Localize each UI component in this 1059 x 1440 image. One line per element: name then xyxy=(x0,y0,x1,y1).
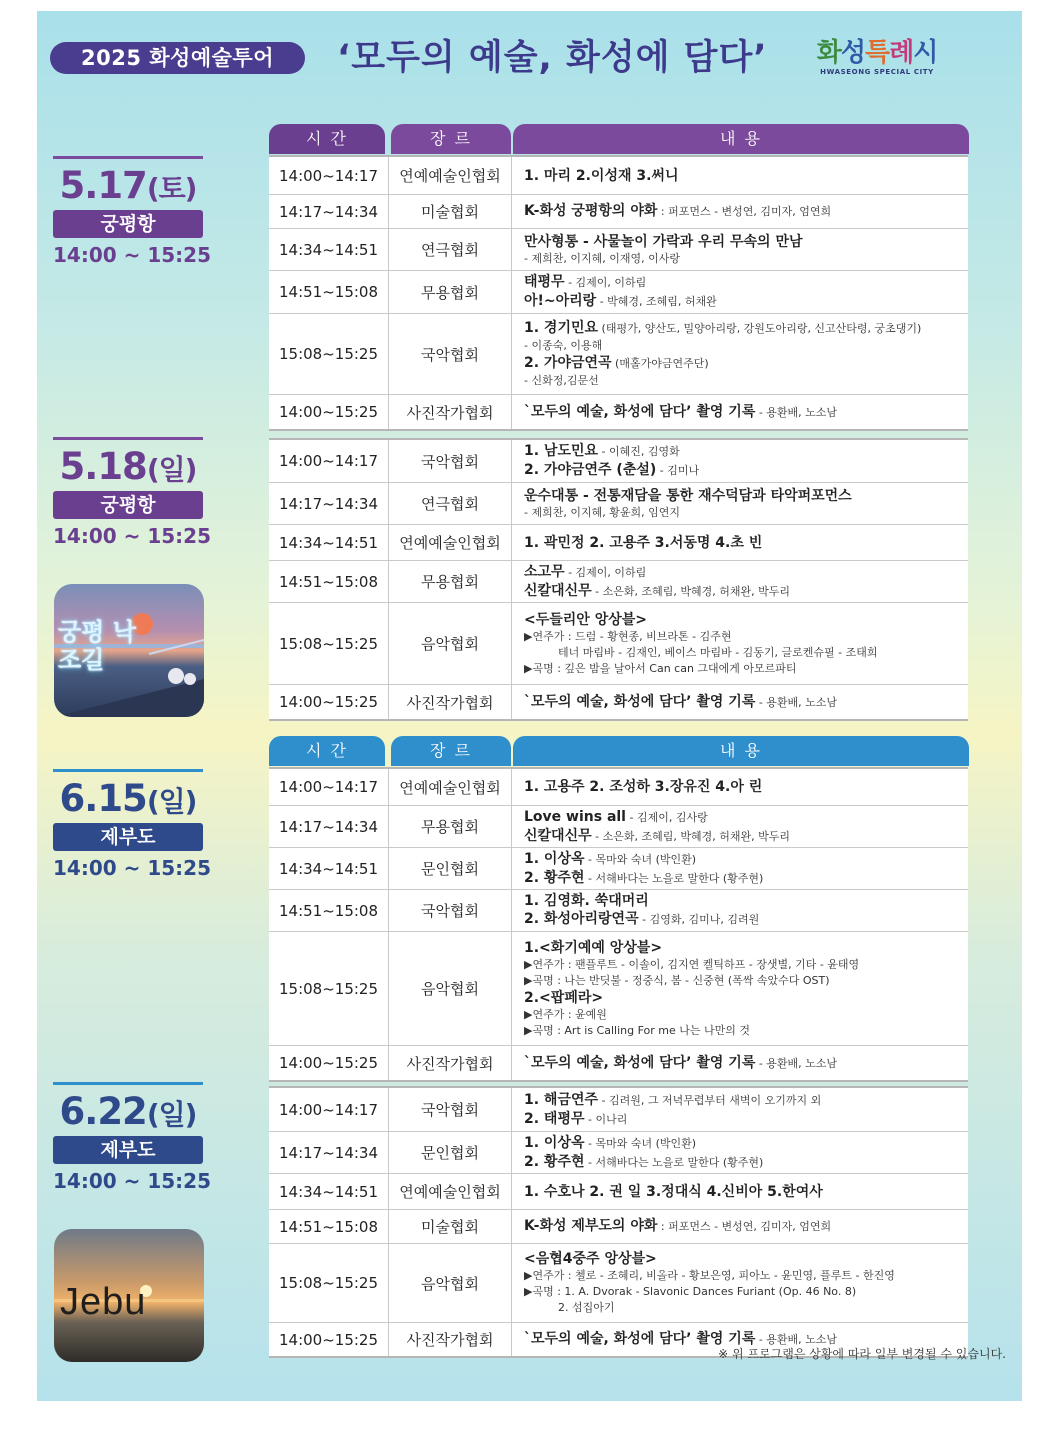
day-date xyxy=(53,1090,203,1133)
table-row xyxy=(269,560,968,602)
row-time: 14:00~14:17 xyxy=(269,769,389,805)
venue-photo xyxy=(54,1229,204,1362)
content-line xyxy=(524,1110,968,1129)
header-genre: 장 르 xyxy=(391,736,511,766)
content-detail: - 이나리 xyxy=(584,1112,628,1126)
header-genre: 장 르 xyxy=(391,124,511,154)
row-content xyxy=(512,395,968,429)
venue-badge: 제부도 xyxy=(53,823,203,851)
day-time: 14:00 ~ 15:25 xyxy=(53,1169,212,1193)
row-genre: 연극협회 xyxy=(389,483,512,524)
row-content xyxy=(512,157,968,194)
row-time: 14:17~14:34 xyxy=(269,1132,389,1173)
row-time: 14:51~15:08 xyxy=(269,1210,389,1243)
day-divider xyxy=(53,437,203,440)
content-detail-line: ▶곡명 : 깊은 밤을 날아서 Can can 그대에게 아모르파티 xyxy=(524,661,797,675)
row-content xyxy=(512,603,968,684)
content-title: 운수대통 - 전통재담을 통한 재수덕담과 타악퍼포먼스 xyxy=(524,487,852,504)
table-row xyxy=(269,1173,968,1209)
content-title: 1. 남도민요 xyxy=(524,443,599,459)
table-row xyxy=(269,394,968,429)
date-weekday: (일) xyxy=(146,1098,197,1131)
content-title: 1. 곽민정 2. 고용주 3.서동명 4.초 빈 xyxy=(524,534,763,551)
table-row xyxy=(269,524,968,560)
content-line xyxy=(524,850,968,869)
content-title: 2.<팝페라> xyxy=(524,989,604,1006)
content-title: `모두의 예술, 화성에 담다’ 촬영 기록 xyxy=(524,403,756,420)
content-line xyxy=(524,869,968,888)
content-line xyxy=(524,534,968,552)
header-time: 시 간 xyxy=(269,124,385,154)
row-content xyxy=(512,314,968,394)
content-title: 1. 해금연주 xyxy=(524,1091,599,1108)
table-row xyxy=(269,228,968,270)
schedule-table xyxy=(269,767,968,1082)
content-line xyxy=(524,354,968,373)
date-number: 6.22 xyxy=(59,1090,147,1133)
row-genre: 문인협회 xyxy=(389,1132,512,1173)
content-line xyxy=(524,403,968,422)
content-title: 2. 태평무 xyxy=(524,1110,585,1127)
day-divider xyxy=(53,769,203,772)
content-line xyxy=(524,292,968,311)
content-detail: - 서해바다는 노을로 말한다 (황주현) xyxy=(584,1155,764,1169)
content-line xyxy=(524,989,968,1007)
row-genre: 연예예술인협회 xyxy=(389,769,512,805)
row-time: 14:00~15:25 xyxy=(269,685,389,719)
row-content xyxy=(512,806,968,847)
row-genre: 사진작가협회 xyxy=(389,1323,512,1356)
table-row xyxy=(269,1209,968,1243)
schedule-table xyxy=(269,438,968,721)
row-time: 14:51~15:08 xyxy=(269,561,389,602)
row-genre: 연예예술인협회 xyxy=(389,157,512,194)
city-logo xyxy=(812,38,942,88)
content-detail-line: - 이종숙, 이용해 xyxy=(524,339,603,352)
content-title: `모두의 예술, 화성에 담다’ 촬영 기록 xyxy=(524,693,756,710)
date-weekday: (일) xyxy=(146,453,197,486)
photo-sign-text: 궁평 낙조길 xyxy=(58,618,136,674)
content-detail-line: - 신화정,김문선 xyxy=(524,374,599,387)
row-genre: 미술협회 xyxy=(389,1210,512,1243)
venue-badge: 궁평항 xyxy=(53,491,203,519)
table-row xyxy=(269,602,968,684)
content-line xyxy=(524,1134,968,1153)
day-time: 14:00 ~ 15:25 xyxy=(53,856,212,880)
row-genre: 연예예술인협회 xyxy=(389,525,512,560)
content-title: 태평무 xyxy=(524,274,565,290)
day-date xyxy=(53,445,203,488)
table-row xyxy=(269,1131,968,1173)
date-number: 5.18 xyxy=(59,445,147,488)
schedule-table xyxy=(269,155,968,431)
row-content xyxy=(512,483,968,524)
row-genre: 연예예술인협회 xyxy=(389,1174,512,1209)
content-detail: - 소은화, 조혜림, 박혜경, 허채완, 박두리 xyxy=(591,829,790,843)
row-genre: 사진작가협회 xyxy=(389,1046,512,1080)
table-row xyxy=(269,684,968,719)
content-detail: - 김제이, 이하림 xyxy=(564,565,647,579)
row-time: 14:17~14:34 xyxy=(269,806,389,847)
content-line xyxy=(524,939,968,957)
content-line xyxy=(524,693,968,712)
row-time: 14:51~15:08 xyxy=(269,890,389,931)
row-time: 14:34~14:51 xyxy=(269,1174,389,1209)
header-time: 시 간 xyxy=(269,736,385,766)
content-detail: (매홀가야금연주단) xyxy=(611,357,709,370)
content-line xyxy=(524,233,968,251)
table-header xyxy=(269,736,969,766)
content-detail: : 퍼포먼스 - 변성연, 김미자, 엄연희 xyxy=(657,1220,832,1233)
table-row xyxy=(269,194,968,228)
row-genre: 국악협회 xyxy=(389,890,512,931)
content-detail-line: - 제희찬, 이지혜, 이재영, 이사랑 xyxy=(524,251,680,265)
content-line xyxy=(524,487,968,505)
date-number: 5.17 xyxy=(59,164,147,207)
page-title: ‘모두의 예술, 화성에 담다’ xyxy=(337,38,768,78)
date-number: 6.15 xyxy=(59,777,147,820)
content-title: <두들리안 앙상블> xyxy=(524,611,648,628)
table-row xyxy=(269,769,968,805)
row-content xyxy=(512,1088,968,1131)
content-detail: - 김미나 xyxy=(656,464,700,477)
content-detail: - 목마와 숙녀 (박인환) xyxy=(584,1136,697,1150)
content-line xyxy=(524,319,968,338)
row-content xyxy=(512,229,968,270)
content-title: 2. 화성아리랑연곡 xyxy=(524,911,639,927)
content-detail: - 목마와 숙녀 (박인환) xyxy=(584,852,697,866)
content-title: 1. 마리 2.이성재 3.써니 xyxy=(524,167,679,184)
day-time: 14:00 ~ 15:25 xyxy=(53,524,212,548)
footnote: ※ 위 프로그램은 상황에 따라 일부 변경될 수 있습니다. xyxy=(718,1347,1006,1361)
content-title: 만사형통 - 사물놀이 가락과 우리 무속의 만남 xyxy=(524,233,803,250)
row-content xyxy=(512,195,968,228)
content-title: 2. 가야금연주 (춘설) xyxy=(524,462,657,478)
table-row xyxy=(269,1045,968,1080)
content-line xyxy=(524,808,968,827)
row-genre: 문인협회 xyxy=(389,848,512,889)
content-detail-line: ▶연주가 : 팬플루트 - 이솔이, 김지연 켈틱하프 - 장샛별, 기타 - 윤태영 xyxy=(524,957,860,971)
row-time: 14:00~15:25 xyxy=(269,1046,389,1080)
venue-badge: 제부도 xyxy=(53,1136,203,1164)
content-line xyxy=(524,1250,968,1268)
content-detail: - 용환배, 노소남 xyxy=(755,405,838,419)
content-detail-line: ▶연주가 : 첼로 - 조혜리, 비올라 - 황보은영, 피아노 - 윤민영, 플루트 - 한진영 xyxy=(524,1269,895,1282)
content-title: 1.<화기예예 앙상블> xyxy=(524,939,663,956)
row-content xyxy=(512,561,968,602)
header-content: 내 용 xyxy=(513,124,969,154)
content-detail-line: - 제희찬, 이지혜, 황윤희, 임연지 xyxy=(524,505,680,519)
content-title: `모두의 예술, 화성에 담다’ 촬영 기록 xyxy=(524,1331,756,1347)
row-time: 14:34~14:51 xyxy=(269,848,389,889)
content-line xyxy=(524,442,968,461)
photo-sign-text: Jebu xyxy=(60,1281,147,1323)
content-line xyxy=(524,827,968,846)
content-line xyxy=(524,1183,968,1201)
row-genre: 무용협회 xyxy=(389,271,512,313)
content-line xyxy=(524,910,968,929)
day-time: 14:00 ~ 15:25 xyxy=(53,243,212,267)
content-line xyxy=(524,273,968,292)
content-detail-line: ▶곡명 : Art is Calling For me 나는 나만의 것 xyxy=(524,1023,751,1037)
day-date xyxy=(53,777,203,820)
venue-photo xyxy=(54,584,204,717)
row-content xyxy=(512,440,968,482)
content-title: <음협4중주 앙상블> xyxy=(524,1251,657,1267)
day-date xyxy=(53,164,203,207)
row-time: 14:17~14:34 xyxy=(269,195,389,228)
row-genre: 음악협회 xyxy=(389,603,512,684)
content-detail: - 용환배, 노소남 xyxy=(755,1333,838,1346)
content-detail: - 서해바다는 노을로 말한다 (황주현) xyxy=(584,871,764,885)
content-title: 2. 황주현 xyxy=(524,869,585,886)
content-title: 2. 가야금연곡 xyxy=(524,355,612,371)
row-content xyxy=(512,1046,968,1080)
content-detail: - 김제이, 김사랑 xyxy=(626,810,708,824)
row-time: 14:00~15:25 xyxy=(269,1323,389,1356)
content-detail-line: ▶곡명 : 나는 반딧불 - 정중식, 봄 - 신중현 (폭싹 속았수다 OST) xyxy=(524,973,830,987)
content-title: 1. 경기민요 xyxy=(524,320,599,336)
day-divider xyxy=(53,1082,203,1085)
content-detail-line: 테너 마림바 - 김재인, 베이스 마림바 - 김동기, 글로켄슈필 - 조태희 xyxy=(558,645,878,659)
row-content xyxy=(512,685,968,719)
row-time: 15:08~15:25 xyxy=(269,314,389,394)
content-line xyxy=(524,202,968,221)
content-line xyxy=(524,582,968,601)
content-title: 1. 김영화. 쑥대머리 xyxy=(524,893,649,909)
table-row xyxy=(269,805,968,847)
content-title: 신칼대신무 xyxy=(524,582,592,599)
table-header xyxy=(269,124,969,154)
row-genre: 음악협회 xyxy=(389,932,512,1045)
row-time: 14:00~14:17 xyxy=(269,440,389,482)
row-time: 15:08~15:25 xyxy=(269,603,389,684)
row-time: 14:51~15:08 xyxy=(269,271,389,313)
row-genre: 국악협회 xyxy=(389,440,512,482)
logo-subtext: HWASEONG SPECIAL CITY xyxy=(820,68,934,76)
table-row xyxy=(269,482,968,524)
content-title: K-화성 궁평항의 야화 xyxy=(524,203,658,219)
row-content xyxy=(512,1210,968,1243)
content-line xyxy=(524,1217,968,1236)
content-title: 아!~아리랑 xyxy=(524,293,597,309)
venue-badge: 궁평항 xyxy=(53,210,203,238)
content-line xyxy=(524,778,968,796)
row-time: 14:17~14:34 xyxy=(269,483,389,524)
row-time: 14:00~15:25 xyxy=(269,395,389,429)
content-line xyxy=(524,563,968,582)
table-row xyxy=(269,1243,968,1322)
logo-text: 화성특례시 xyxy=(816,38,938,68)
content-line xyxy=(524,461,968,480)
row-genre: 연극협회 xyxy=(389,229,512,270)
content-detail-line: ▶연주가 : 드럼 - 황현종, 비브라톤 - 김주현 xyxy=(524,629,732,643)
content-title: `모두의 예술, 화성에 담다’ 촬영 기록 xyxy=(524,1054,756,1071)
content-detail-line: 2. 섬집아기 xyxy=(558,1301,615,1314)
content-detail: - 김영화, 김미나, 김려원 xyxy=(638,913,760,926)
content-line xyxy=(524,167,968,185)
content-detail: : 퍼포먼스 - 변성연, 김미자, 엄연희 xyxy=(657,205,832,218)
table-row xyxy=(269,847,968,889)
row-time: 14:00~14:17 xyxy=(269,1088,389,1131)
content-title: K-화성 제부도의 야화 xyxy=(524,1218,658,1234)
row-genre: 국악협회 xyxy=(389,314,512,394)
content-title: 1. 이상옥 xyxy=(524,1134,585,1151)
row-content xyxy=(512,271,968,313)
content-title: 1. 이상옥 xyxy=(524,850,585,867)
row-time: 15:08~15:25 xyxy=(269,1244,389,1322)
day-divider xyxy=(53,156,203,159)
table-row xyxy=(269,889,968,931)
content-line xyxy=(524,1091,968,1110)
row-genre: 무용협회 xyxy=(389,806,512,847)
row-content xyxy=(512,525,968,560)
content-detail: - 김려원, 그 저녁무렵부터 새벽이 오기까지 외 xyxy=(598,1093,822,1107)
row-genre: 사진작가협회 xyxy=(389,395,512,429)
content-title: 신칼대신무 xyxy=(524,827,592,844)
row-time: 14:34~14:51 xyxy=(269,525,389,560)
row-genre: 국악협회 xyxy=(389,1088,512,1131)
content-detail: - 용환배, 노소남 xyxy=(755,1056,838,1070)
schedule-table xyxy=(269,1086,968,1358)
row-content xyxy=(512,1174,968,1209)
row-content xyxy=(512,1132,968,1173)
header-content: 내 용 xyxy=(513,736,969,766)
table-row xyxy=(269,157,968,194)
table-row xyxy=(269,313,968,394)
content-detail: - 김제이, 이하림 xyxy=(564,276,647,289)
content-detail-line: ▶곡명 : 1. A. Dvorak - Slavonic Dances Furiant (Op. 46 No. 8) xyxy=(524,1285,857,1298)
row-content xyxy=(512,1244,968,1322)
content-detail: - 박혜경, 조혜림, 허채완 xyxy=(596,295,717,308)
date-weekday: (토) xyxy=(146,172,197,205)
content-detail: - 이혜진, 김영화 xyxy=(598,445,680,458)
row-content xyxy=(512,769,968,805)
content-title: 2. 황주현 xyxy=(524,1153,585,1170)
table-row xyxy=(269,270,968,313)
row-time: 14:00~14:17 xyxy=(269,157,389,194)
row-content xyxy=(512,890,968,931)
content-detail: - 소은화, 조혜림, 박혜경, 허채완, 박두리 xyxy=(591,584,790,598)
table-row xyxy=(269,440,968,482)
table-row xyxy=(269,931,968,1045)
row-genre: 사진작가협회 xyxy=(389,685,512,719)
table-row xyxy=(269,1088,968,1131)
row-time: 14:34~14:51 xyxy=(269,229,389,270)
content-title: Love wins all xyxy=(524,808,626,825)
content-line xyxy=(524,1054,968,1073)
content-detail-line: ▶연주가 : 윤예원 xyxy=(524,1007,607,1021)
content-title: 소고무 xyxy=(524,563,565,580)
date-weekday: (일) xyxy=(146,785,197,818)
row-genre: 미술협회 xyxy=(389,195,512,228)
content-line xyxy=(524,1153,968,1172)
content-detail: (태평가, 양산도, 밀양아리랑, 강원도아리랑, 신고산타령, 궁초댕기) xyxy=(598,322,922,335)
row-content xyxy=(512,848,968,889)
content-title: 1. 수호나 2. 권 일 3.정대식 4.신비아 5.한여사 xyxy=(524,1183,823,1200)
festival-badge: 2025 화성예술투어 xyxy=(50,42,305,74)
content-title: 1. 고용주 2. 조성하 3.장유진 4.아 린 xyxy=(524,779,763,795)
row-genre: 음악협회 xyxy=(389,1244,512,1322)
row-content xyxy=(512,932,968,1045)
content-line xyxy=(524,611,968,629)
content-line xyxy=(524,892,968,910)
row-genre: 무용협회 xyxy=(389,561,512,602)
row-time: 15:08~15:25 xyxy=(269,932,389,1045)
content-detail: - 용환배, 노소남 xyxy=(755,695,838,709)
